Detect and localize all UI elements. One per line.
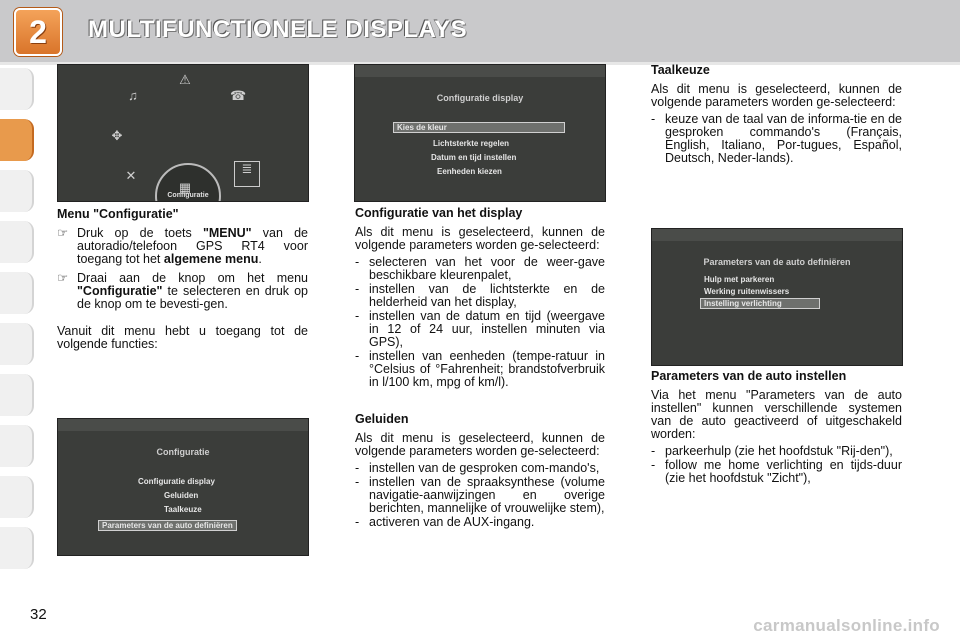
paragraph: Als dit menu is geselecteerd, kunnen de volgende parameters worden ge-selecteerd:	[355, 431, 605, 458]
chapter-tab[interactable]	[0, 425, 34, 467]
screen-title: Parameters van de auto definiëren	[703, 257, 851, 267]
radio-icon: ♫	[128, 88, 138, 103]
screen-item-selected[interactable]: Kies de kleur	[393, 122, 565, 133]
page-number: 32	[30, 606, 47, 623]
chapter-tab[interactable]	[0, 170, 34, 212]
compass-icon: ✥	[111, 128, 123, 143]
warning-icon: ⚠	[179, 72, 191, 87]
config-icon: ≣	[234, 161, 260, 187]
menu-wheel-screenshot	[57, 64, 309, 202]
bullet-item: ☞ Druk op de toets "MENU" van de autoradio/telefoon GPS RT4 voor toegang tot het algemene menu.	[57, 226, 308, 266]
map-icon: ▦	[178, 180, 192, 195]
chapter-tab-active[interactable]	[0, 119, 34, 161]
list-item: - follow me home verlichting en tijds-duur (zie het hoofdstuk "Zicht"),	[651, 458, 902, 485]
column-3	[651, 64, 902, 166]
screen-item[interactable]: Eenheden kiezen	[437, 167, 502, 176]
list-item: - activeren van de AUX-ingang.	[355, 515, 535, 529]
screen-item[interactable]: Geluiden	[164, 491, 199, 500]
screen-item-selected[interactable]: Parameters van de auto definiëren	[98, 520, 237, 531]
section-heading: Configuratie van het display	[355, 206, 523, 220]
pointing-hand-icon: ☞	[57, 226, 69, 240]
chapter-tab[interactable]	[0, 323, 34, 365]
section-heading: Taalkeuze	[651, 63, 710, 77]
paragraph: Als dit menu is geselecteerd, kunnen de volgende parameters worden ge-selecteerd:	[355, 225, 605, 252]
list-item: - instellen van de lichtsterkte en de helderheid van het display,	[355, 282, 605, 309]
chapter-tab[interactable]	[0, 68, 34, 110]
chapter-badge: 2	[14, 8, 62, 56]
list-item: - instellen van de spraaksynthese (volume navigatie-aanwijzingen en overige berichten, mannelijke of vrouwelijke stem),	[355, 475, 605, 515]
paragraph: Via het menu "Parameters van de auto instellen" kunnen verschillende systemen van de auto geactiveerd of uitgeschakeld worden:	[651, 388, 902, 441]
phone-icon: ☎	[230, 88, 247, 103]
list-item: - selecteren van het voor de weer-gave beschikbare kleurenpalet,	[355, 255, 605, 282]
screen-item[interactable]: Werking ruitenwissers	[704, 287, 790, 296]
section-heading: Menu "Configuratie"	[57, 207, 179, 221]
screen-item[interactable]: Configuratie display	[138, 477, 215, 486]
chapter-tab[interactable]	[0, 374, 34, 416]
list-item: - parkeerhulp (zie het hoofdstuk "Rij-den"),	[651, 444, 893, 458]
chapter-tab[interactable]	[0, 221, 34, 263]
display-config-screenshot	[354, 64, 606, 202]
status-bar	[355, 65, 605, 77]
screen-title: Configuratie display	[436, 93, 524, 103]
bullet-list	[57, 227, 308, 311]
column-1	[57, 208, 308, 351]
list-item: - instellen van de datum en tijd (weergave in 12 of 24 uur, instellen minuten via GPS),	[355, 309, 605, 349]
tools-icon: ✕	[125, 168, 137, 183]
dash-list	[355, 462, 605, 529]
screen-title: Configuratie	[156, 447, 210, 457]
screen-item[interactable]: Datum en tijd instellen	[431, 153, 517, 162]
column-3b	[651, 370, 902, 486]
section-heading: Parameters van de auto instellen	[651, 369, 847, 383]
page-title: MULTIFUNCTIONELE DISPLAYS	[88, 16, 468, 43]
screen-item[interactable]: Lichtsterkte regelen	[433, 139, 510, 148]
status-bar	[58, 419, 308, 431]
bullet-item: ☞ Draai aan de knop om het menu "Configuratie" te selecteren en druk op de knop om te bevesti-gen.	[57, 271, 308, 311]
column-2	[355, 207, 605, 530]
dash-list	[651, 445, 902, 485]
page-header	[0, 0, 960, 65]
dash-list	[651, 113, 902, 165]
screen-item[interactable]: Hulp met parkeren	[704, 275, 775, 284]
screen-item[interactable]: Taalkeuze	[164, 505, 202, 514]
list-item: - instellen van de gesproken com-mando's,	[355, 461, 600, 475]
dash-list	[355, 256, 605, 389]
section-heading: Geluiden	[355, 412, 409, 426]
chapter-tabs	[0, 68, 34, 578]
chapter-tab[interactable]	[0, 527, 34, 569]
list-item: - instellen van eenheden (tempe-ratuur in °Celsius of °Fahrenheit; brandstofverbruik in l/100 km, mpg of km/l).	[355, 349, 605, 389]
list-item: - keuze van de taal van de informa-tie en de gesproken commando's (Français, English, Italiano, Por-tugues, Español, Deutsch, Neder-lands).	[651, 112, 902, 165]
chapter-tab[interactable]	[0, 476, 34, 518]
paragraph: Als dit menu is geselecteerd, kunnen de volgende parameters worden ge-selecteerd:	[651, 82, 902, 109]
configuratie-screenshot	[57, 418, 309, 556]
chapter-tab[interactable]	[0, 272, 34, 314]
menu-hub: Configuratie	[155, 163, 221, 202]
status-bar	[652, 229, 902, 241]
watermark: carmanualsonline.info	[753, 616, 940, 635]
parameters-screenshot	[651, 228, 903, 366]
pointing-hand-icon: ☞	[57, 271, 69, 285]
paragraph: Vanuit dit menu hebt u toegang tot de volgende functies:	[57, 324, 308, 351]
screen-item-selected[interactable]: Instelling verlichting	[700, 298, 820, 309]
